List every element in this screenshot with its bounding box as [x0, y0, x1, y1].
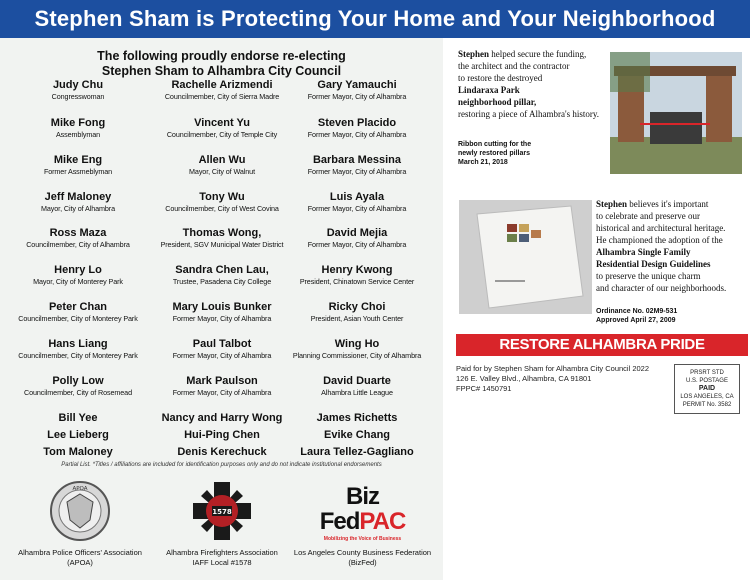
endorser	[282, 375, 432, 398]
endorser-title: Councilmember, City of Alhambra	[26, 240, 130, 249]
heritage-line: historical and architectural heritage.	[596, 223, 726, 233]
endorser-name: Hui-Ping Chen	[184, 429, 260, 441]
pillar-line: to restore the destroyed	[458, 73, 543, 83]
pillar-line: restoring a piece of Alhambra's history.	[458, 109, 599, 119]
endorser-name: Ross Maza	[49, 227, 107, 239]
endorser-name: Hans Liang	[48, 338, 108, 350]
endorser-name: Tony Wu	[199, 191, 245, 203]
heritage-line: Alhambra Single Family	[596, 247, 691, 257]
badge-text: APOA	[72, 486, 88, 492]
endorser-name: Thomas Wong,	[182, 227, 262, 239]
endorser-name: Henry Lo	[54, 264, 102, 276]
heritage-lead: Stephen	[596, 199, 628, 209]
endorser-name: David Duarte	[323, 375, 391, 387]
endorser-name: Tom Maloney	[43, 446, 113, 458]
endorser-title: Former Mayor, City of Alhambra	[307, 240, 407, 249]
endorser-name: Paul Talbot	[192, 338, 252, 350]
endorser	[282, 338, 432, 361]
headline-banner: Stephen Sham is Protecting Your Home and Your Neighborhood	[0, 0, 750, 38]
endorser-name: Bill Yee	[58, 412, 98, 424]
endorser	[282, 301, 432, 324]
endorser-name: Rachelle Arizmendi	[171, 79, 273, 91]
firefighter-cross-icon	[191, 480, 253, 542]
endorser-name: Ricky Choi	[328, 301, 386, 313]
postage-line: PERMIT No. 3582	[682, 402, 732, 408]
accomplishment-panel	[443, 38, 750, 580]
endorser	[282, 227, 432, 250]
endorser-title: Councilmember, City of Monterey Park	[18, 351, 138, 360]
endorser-title: Councilmember, City of West Covina	[165, 204, 279, 213]
logo-caption: IAFF Local #1578	[192, 558, 252, 567]
ordinance-caption	[596, 307, 746, 325]
endorser-title: President, Chinatown Service Center	[299, 277, 415, 286]
endorser	[282, 264, 432, 287]
endorser	[3, 227, 153, 250]
endorser	[3, 338, 153, 361]
endorser	[282, 79, 432, 102]
endorser	[147, 429, 297, 442]
endorser	[147, 79, 297, 102]
postage-line: PRSRT STD	[690, 370, 724, 376]
police-badge-icon	[49, 480, 111, 542]
endorser-title: Assemblyman	[55, 130, 101, 139]
heritage-line: to preserve the unique charm	[596, 271, 701, 281]
endorser	[282, 191, 432, 214]
endorser-name: Lee Lieberg	[47, 429, 109, 441]
endorser-title: Councilmember, City of Monterey Park	[18, 314, 138, 323]
endorser-title: Mayor, City of Walnut	[189, 167, 255, 176]
endorser-name: Mary Louis Bunker	[172, 301, 272, 313]
endorser-title: Former Mayor, City of Alhambra	[307, 130, 407, 139]
endorser-title: Alhambra Little League	[321, 388, 393, 397]
iaff-logo-block	[152, 480, 292, 568]
guidelines-book-art	[459, 200, 592, 314]
endorser	[282, 117, 432, 140]
bizfed-tagline: Mobilizing the Voice of Business	[323, 536, 402, 542]
endorser-title: Planning Commissioner, City of Alhambra	[292, 351, 422, 360]
endorser-title: Mayor, City of Monterey Park	[33, 277, 123, 286]
intro-line: Stephen Sham to Alhambra City Council	[101, 64, 342, 78]
endorser-name: Evike Chang	[323, 429, 391, 441]
bizfed-logo	[285, 480, 440, 542]
endorser-name: Jeff Maloney	[44, 191, 112, 203]
bizfed-brand: PAC	[359, 508, 406, 535]
caption-line: March 21, 2018	[458, 159, 508, 166]
endorser	[3, 117, 153, 140]
endorser-title: Former Mayor, City of Alhambra	[172, 351, 272, 360]
heritage-line: and character of our neighborhoods.	[596, 283, 727, 293]
endorser-title: President, SGV Municipal Water District	[160, 240, 284, 249]
ribbon-cutting-photo	[610, 52, 742, 174]
endorser	[147, 117, 297, 140]
endorser-name: Polly Low	[52, 375, 104, 387]
endorser-name: James Richetts	[316, 412, 398, 424]
endorser-title: Former Mayor, City of Alhambra	[307, 204, 407, 213]
endorser	[3, 79, 153, 102]
ribbon-cutting-photo-art	[610, 52, 742, 174]
ordinance-line: Ordinance No. 02M9-531	[596, 308, 678, 315]
endorser-title: Former Mayor, City of Alhambra	[307, 92, 407, 101]
pillar-line: the architect and the contractor	[458, 61, 570, 71]
endorser-name: Nancy and Harry Wong	[161, 412, 283, 424]
endorser-title: President, Asian Youth Center	[310, 314, 404, 323]
disclosure-line: FPPC# 1450791	[456, 384, 512, 393]
pillar-lead: Stephen	[458, 49, 490, 59]
endorser	[3, 301, 153, 324]
endorser	[147, 227, 297, 250]
endorser-name: Laura Tellez-Gagliano	[300, 446, 414, 458]
endorser	[147, 412, 297, 425]
disclosure-line: 126 E. Valley Blvd., Alhambra, CA 91801	[456, 374, 592, 383]
endorser-title: Councilmember, City of Temple City	[166, 130, 278, 139]
heritage-line: to celebrate and preserve our	[596, 211, 700, 221]
endorser	[282, 412, 432, 425]
endorser-name: Judy Chu	[52, 79, 104, 91]
endorser	[147, 264, 297, 287]
endorser-title: Trustee, Pasadena City College	[172, 277, 272, 286]
pillar-line: helped secure the funding,	[491, 49, 587, 59]
endorser-title: Former Mayor, City of Alhambra	[172, 388, 272, 397]
endorser	[147, 154, 297, 177]
logo-caption: (APOA)	[67, 558, 93, 567]
endorser-name: Wing Ho	[334, 338, 380, 350]
endorser	[3, 412, 153, 425]
endorser	[3, 429, 153, 442]
endorser-title: Mayor, City of Alhambra	[41, 204, 115, 213]
pillar-text	[458, 48, 608, 120]
endorsement-panel	[0, 38, 443, 580]
bizfed-brand: Fed	[319, 508, 360, 535]
postage-indicia	[674, 364, 740, 414]
endorser	[147, 191, 297, 214]
endorsement-intro	[0, 49, 443, 79]
endorser-title: Former Mayor, City of Alhambra	[307, 167, 407, 176]
disclosure-line: Paid for by Stephen Sham for Alhambra City Council 2022	[456, 364, 650, 373]
endorser-name: Denis Kerechuck	[177, 446, 267, 458]
caption-line: Ribbon cutting for the	[458, 141, 532, 148]
heritage-line: He championed the adoption of the	[596, 235, 723, 245]
pillar-caption	[458, 140, 598, 167]
logo-caption: Alhambra Police Officers' Association	[18, 548, 142, 557]
endorser	[3, 375, 153, 398]
endorser	[147, 301, 297, 324]
endorser	[3, 446, 153, 459]
endorser	[282, 446, 432, 459]
paid-for-disclosure	[456, 364, 649, 394]
endorser	[147, 446, 297, 459]
bizfed-brand: Biz	[346, 483, 379, 510]
endorser-title: Congresswoman	[51, 92, 105, 101]
intro-line: The following proudly endorse re-electing	[97, 49, 346, 63]
endorser-name: Allen Wu	[198, 154, 246, 166]
endorser-name: Sandra Chen Lau,	[175, 264, 269, 276]
caption-line: newly restored pillars	[458, 150, 530, 157]
heritage-text	[596, 198, 746, 294]
pillar-line: neighborhood pillar,	[458, 97, 537, 107]
ordinance-line: Approved April 27, 2009	[596, 317, 676, 324]
endorser-name: Gary Yamauchi	[317, 79, 397, 91]
endorser-name: Luis Ayala	[329, 191, 385, 203]
heritage-line: believes it's important	[629, 199, 709, 209]
design-guidelines-photo	[459, 200, 592, 314]
endorser-title: Former Assmeblyman	[43, 167, 113, 176]
postage-line: LOS ANGELES, CA	[680, 394, 734, 400]
endorser-name: Peter Chan	[48, 301, 108, 313]
endorser	[3, 154, 153, 177]
logo-caption: Los Angeles County Business Federation	[293, 548, 432, 557]
apoa-logo-block	[10, 480, 150, 568]
badge-text: 1578	[212, 508, 232, 516]
postage-line: U.S. POSTAGE	[686, 378, 728, 384]
endorser	[147, 375, 297, 398]
endorser	[282, 154, 432, 177]
endorser-name: Mark Paulson	[186, 375, 258, 387]
endorser-name: Mike Fong	[50, 117, 106, 129]
logo-caption: (BizFed)	[348, 558, 377, 567]
endorser-name: David Mejia	[326, 227, 388, 239]
endorser-name: Barbara Messina	[312, 154, 402, 166]
endorser-title: Councilmember, City of Rosemead	[24, 388, 132, 397]
endorsement-disclaimer: Partial List. *Titles / affiliations are included for identification purposes only and do not indicate institutional endorsements	[61, 462, 382, 468]
endorser-title: Councilmember, City of Sierra Madre	[164, 92, 280, 101]
endorser	[282, 429, 432, 442]
logo-caption: Alhambra Firefighters Association	[166, 548, 278, 557]
endorser	[3, 264, 153, 287]
heritage-line: Residential Design Guidelines	[596, 259, 711, 269]
pillar-line: Lindaraxa Park	[458, 85, 520, 95]
endorser	[3, 191, 153, 214]
bizfed-logo-block	[285, 480, 440, 568]
restore-pride-banner: RESTORE ALHAMBRA PRIDE	[456, 334, 748, 356]
endorser-name: Vincent Yu	[194, 117, 250, 129]
endorser-title: Former Mayor, City of Alhambra	[172, 314, 272, 323]
endorser-name: Steven Placido	[317, 117, 397, 129]
postage-line: PAID	[698, 385, 716, 392]
endorser-name: Mike Eng	[53, 154, 103, 166]
endorser-name: Henry Kwong	[321, 264, 393, 276]
endorser	[147, 338, 297, 361]
